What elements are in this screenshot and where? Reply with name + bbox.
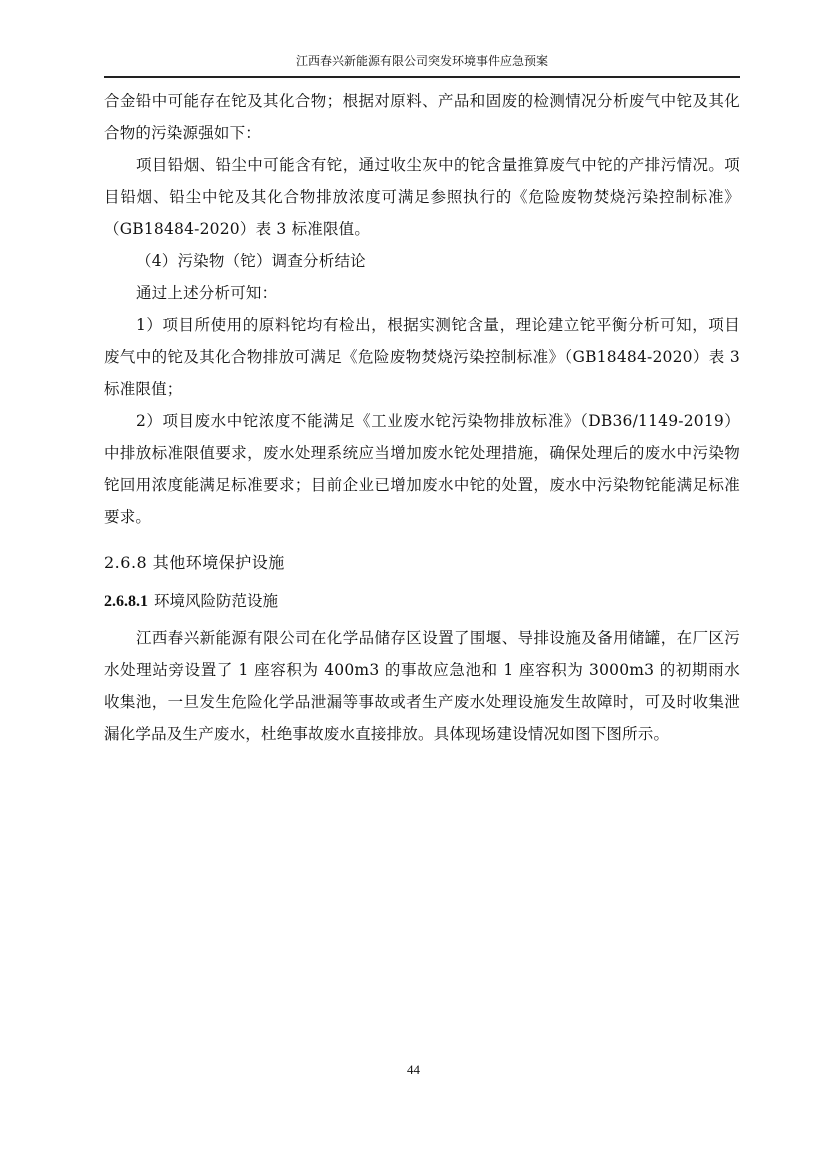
document-body	[104, 85, 740, 750]
paragraph-lead-fume: 项目铅烟、铅尘中可能含有铊，通过收尘灰中的铊含量推算废气中铊的产排污情况。项目铅烟、铅尘中铊及其化合物排放浓度可满足参照执行的《危险废物焚烧污染控制标准》（GB18484-2020）表 3 标准限值。	[104, 156, 740, 238]
paragraph-conclusion-1: 1）项目所使用的原料铊均有检出，根据实测铊含量，理论建立铊平衡分析可知，项目废气中的铊及其化合物排放可满足《危险废物焚烧污染控制标准》（GB18484-2020）表 3 标准限值；	[104, 316, 740, 398]
header-rule	[104, 77, 740, 78]
paragraph-thallium-compounds: 合金铅中可能存在铊及其化合物；根据对原料、产品和固废的检测情况分析废气中铊及其化合物的污染源强如下：	[104, 92, 740, 142]
section-heading-2-6-8-1	[104, 585, 740, 618]
section-heading-2-6-8: 2.6.8 其他环境保护设施	[104, 553, 285, 572]
paragraph-conclusion-2: 2）项目废水中铊浓度不能满足《工业废水铊污染物排放标准》（DB36/1149-2019）中排放标准限值要求，废水处理系统应当增加废水铊处理措施，确保处理后的废水中污染物铊回用浓度能满足标准要求；目前企业已增加废水中铊的处置，废水中污染物铊能满足标准要求。	[104, 412, 740, 526]
paragraph-risk-facilities: 江西春兴新能源有限公司在化学品储存区设置了围堰、导排设施及备用储罐，在厂区污水处理站旁设置了 1 座容积为 400m3 的事故应急池和 1 座容积为 3000m3 的初期雨水收集池，一旦发生危险化学品泄漏等事故或者生产废水处理设施发生故障时，可及时收集泄漏化学品及生产废水，杜绝事故废水直接排放。具体现场建设情况如图下图所示。	[104, 629, 740, 743]
header-title: 江西春兴新能源有限公司突发环境事件应急预案	[295, 54, 548, 68]
section-title: 环境风险防范设施	[154, 592, 279, 610]
paragraph-conclusion-heading: （4）污染物（铊）调查分析结论	[136, 252, 366, 270]
section-number: 2.6.8.1	[104, 593, 148, 610]
page-header	[104, 52, 740, 78]
paragraph-analysis-intro: 通过上述分析可知：	[136, 284, 278, 302]
page-number: 44	[407, 1062, 420, 1077]
